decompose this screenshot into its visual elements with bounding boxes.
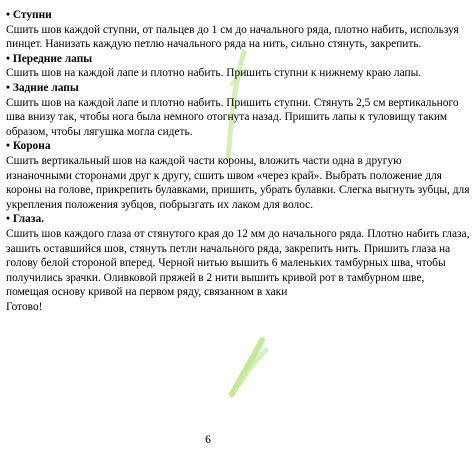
section-text-front-paws: Сшить шов на каждой лапе и плотно набить. Пришить ступни к нижнему краю лапы. — [6, 67, 422, 80]
closing-text: Готово! — [6, 300, 43, 313]
document-body — [6, 8, 470, 314]
section-heading-crown: • Корона — [6, 140, 51, 153]
section-heading-front-paws: • Передние лапы — [6, 52, 93, 65]
section-text-crown: Сшить вертикальный шов на каждой части короны, вложить части одна в другую изнаночными сторонами друг к другу, сшить швом «через край». Выбрать положение для короны на голове, прикрепить булавками, пришить, убрать булавки. Слегка выгнуть зубцы, для укрепления положения зубцов, побрызгать их лаком для волос. — [6, 154, 470, 211]
section-text-hind-paws: Сшить шов на каждой лапе и плотно набить. Пришить ступни. Стянуть 2,5 см вертикального шва внизу так, чтобы нога была немного отогнута назад. Пришить лапы к туловищу таким образом, чтобы лягушка могла сидеть. — [6, 96, 459, 138]
page-number: 6 — [205, 434, 211, 446]
section-text-eyes: Сшить шов каждого глаза от стянутого края до 12 мм до начального ряда. Плотно набить глаза, зашить оставшийся шов, стянуть петли начального ряда, закрепить нить. Пришить глаза на голову белой стороной вперед. Черной нитью вышить 6 маленьких тамбурных шва, чтобы получились зрачки. Оливковой пряжей в 2 нити вышить кривой рот в тамбурном шве, помещая основу кривой на первом ряду, связанном в хаки — [6, 227, 470, 299]
section-text-feet: Сшить шов каждой ступни, от пальцев до 1 см до начального ряда, плотно набить, используя пинцет. Нанизать каждую петлю начального ряда на нить, сильно стянуть, закрепить. — [6, 23, 459, 51]
section-heading-feet: • Ступни — [6, 9, 52, 21]
section-heading-hind-paws: • Задние лапы — [6, 81, 79, 94]
section-heading-eyes: • Глаза. — [6, 213, 45, 226]
watermark-bottom — [226, 336, 270, 398]
